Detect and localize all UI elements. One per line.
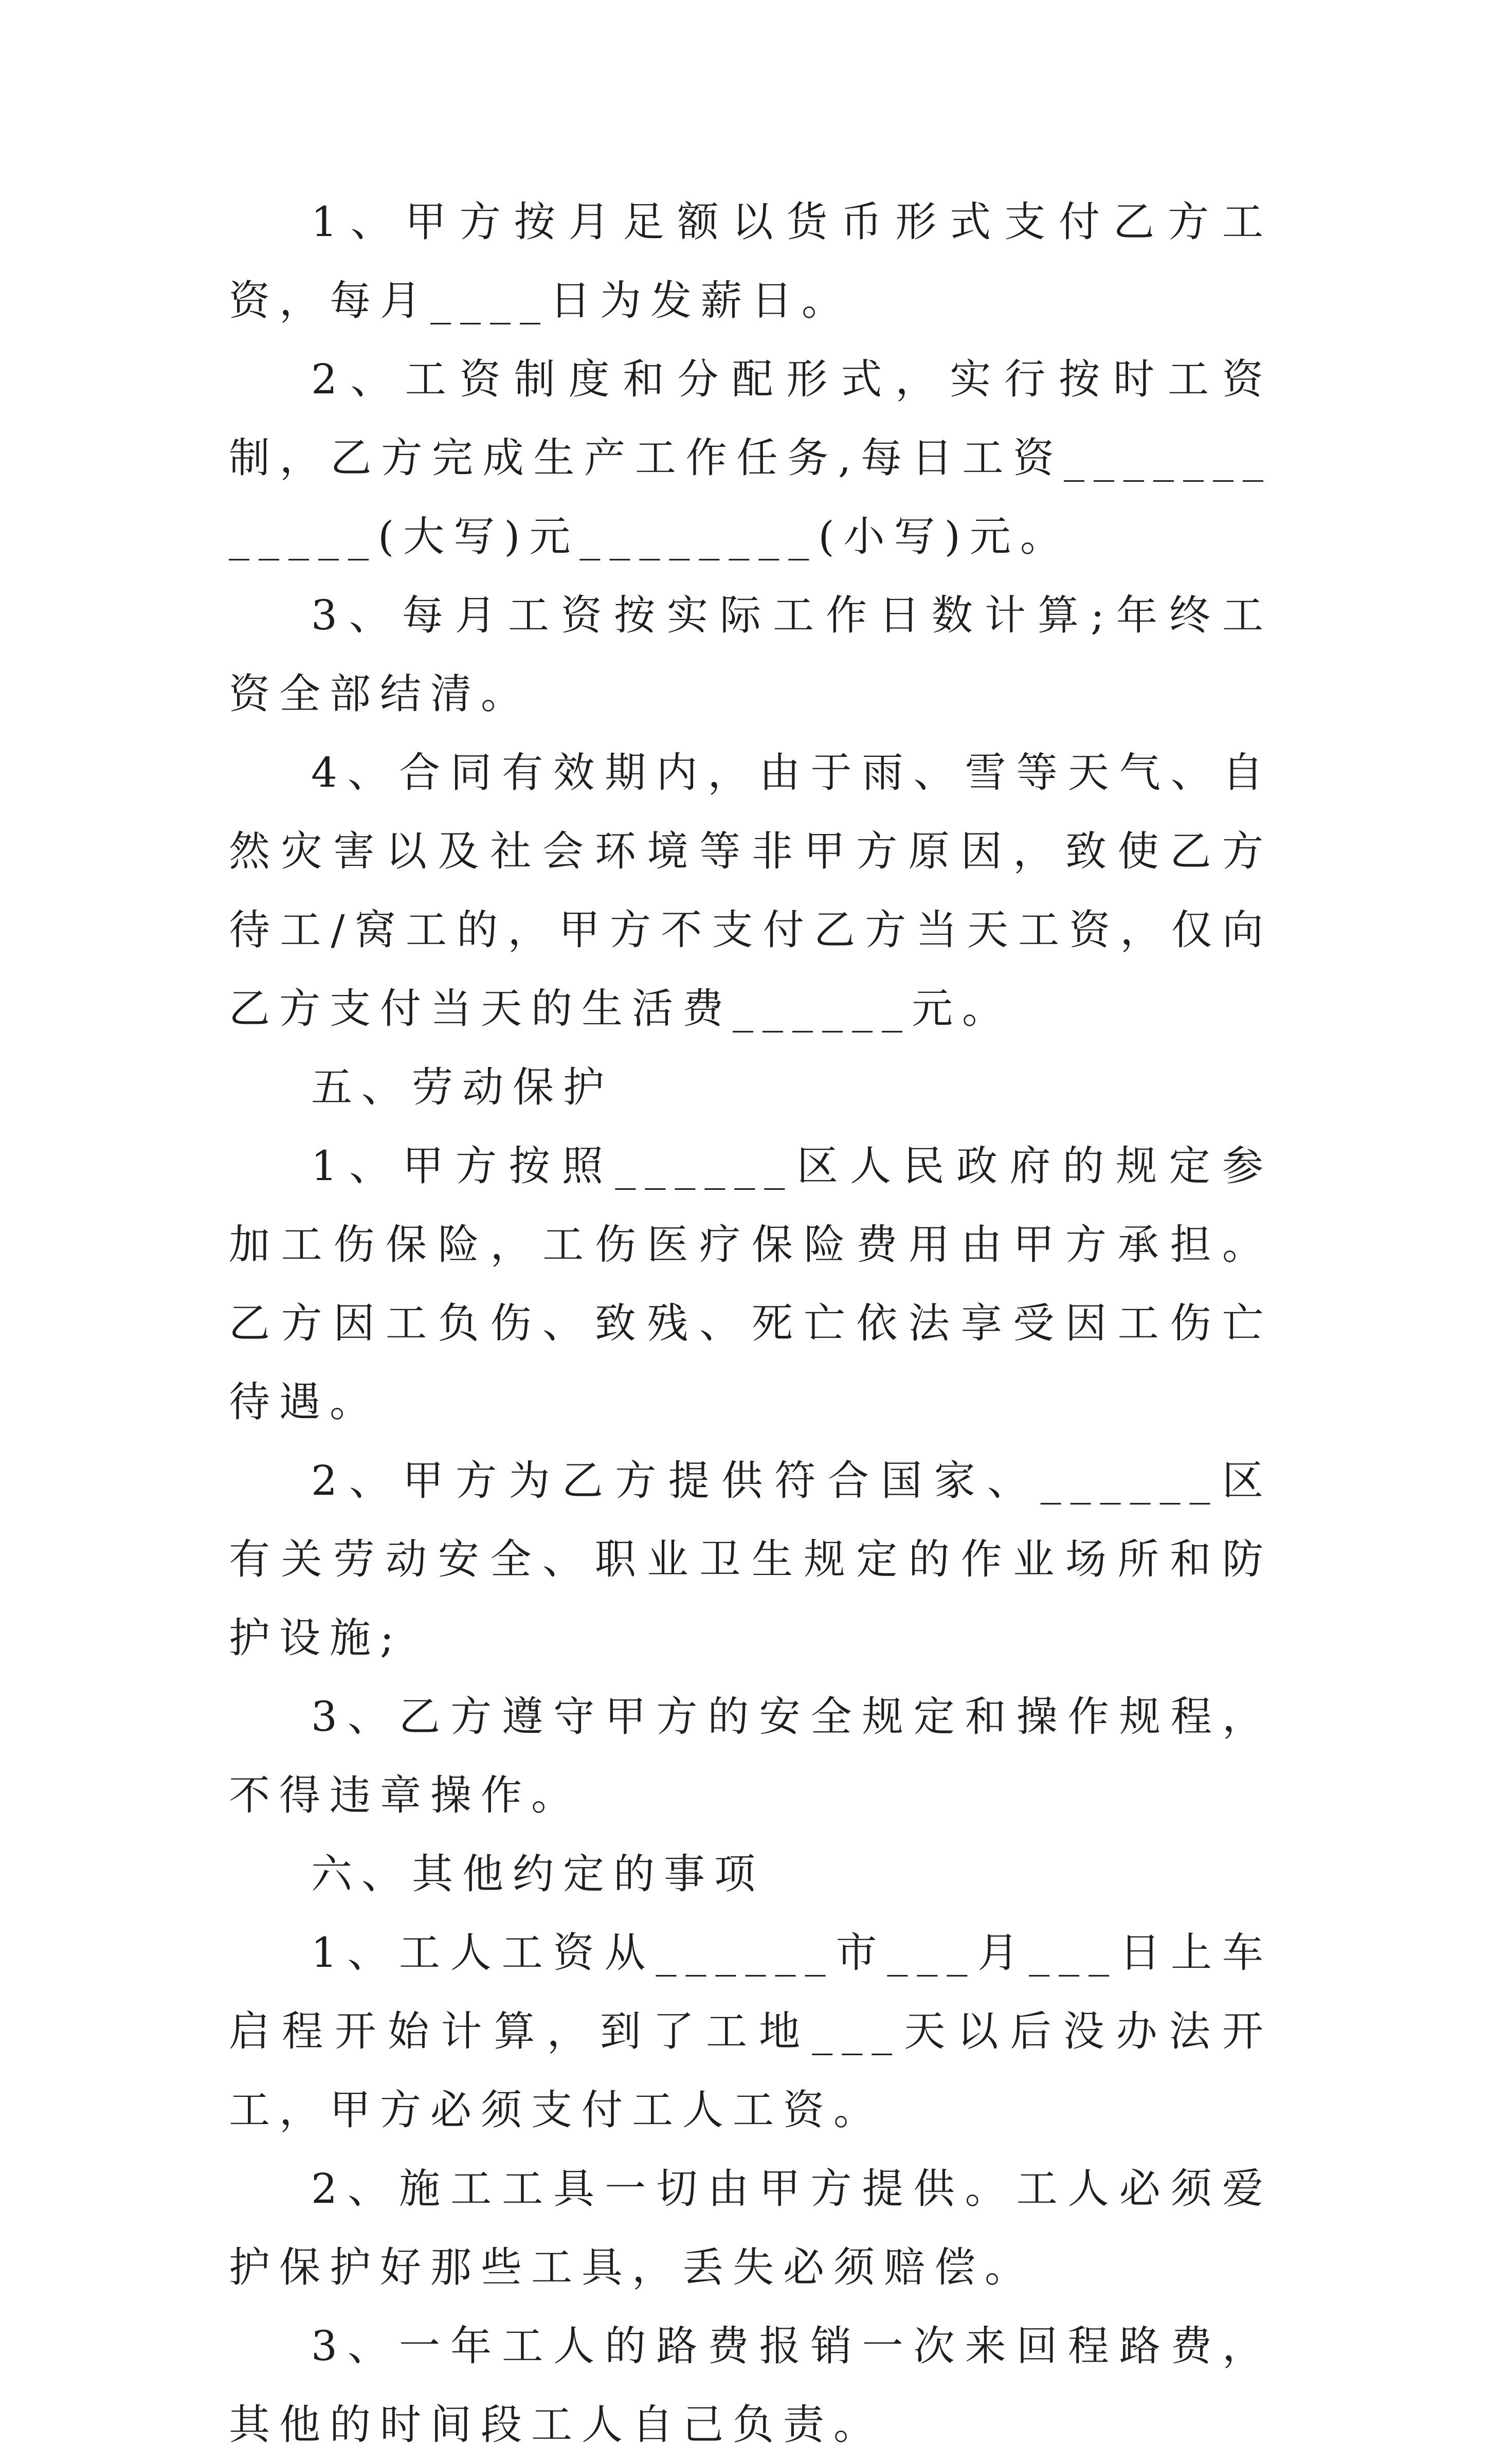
paragraph-safety-rules: 3、乙方遵守甲方的安全规定和操作规程，不得违章操作。 (229, 1693, 1273, 1819)
paragraph-wage-start: 1、工人工资从______市___月___日上车启程开始计算，到了工地___天以后没办法开工，甲方必须支付工人工资。 (229, 1929, 1273, 2134)
paragraph-tools: 2、施工工具一切由甲方提供。工人必须爱护保护好那些工具，丢失必须赔偿。 (229, 2165, 1273, 2291)
document-body (229, 183, 1273, 2464)
section-heading-other-matters: 六、其他约定的事项 (311, 1850, 765, 1898)
section-heading-labor-protection: 五、劳动保护 (311, 1063, 613, 1111)
paragraph-workplace-safety: 2、甲方为乙方提供符合国家、______区有关劳动安全、职业卫生规定的作业场所和防护设施; (229, 1457, 1273, 1662)
paragraph-travel-expenses: 3、一年工人的路费报销一次来回程路费，其他的时间段工人自己负责。 (229, 2322, 1273, 2449)
paragraph-idle-work: 4、合同有效期内，由于雨、雪等天气、自然灾害以及社会环境等非甲方原因，致使乙方待工/窝工的，甲方不支付乙方当天工资，仅向乙方支付当天的生活费______元。 (229, 749, 1273, 1032)
paragraph-wage-system: 2、工资制度和分配形式，实行按时工资制，乙方完成生产工作任务,每日工资____________(大写)元________(小写)元。 (229, 355, 1273, 560)
paragraph-injury-insurance: 1、甲方按照______区人民政府的规定参加工伤保险，工伤医疗保险费用由甲方承担。乙方因工负伤、致残、死亡依法享受因工伤亡待遇。 (229, 1142, 1273, 1426)
paragraph-payday: 1、甲方按月足额以货币形式支付乙方工资，每月____日为发薪日。 (229, 198, 1273, 324)
paragraph-wage-calculation: 3、每月工资按实际工作日数计算;年终工资全部结清。 (229, 591, 1273, 718)
